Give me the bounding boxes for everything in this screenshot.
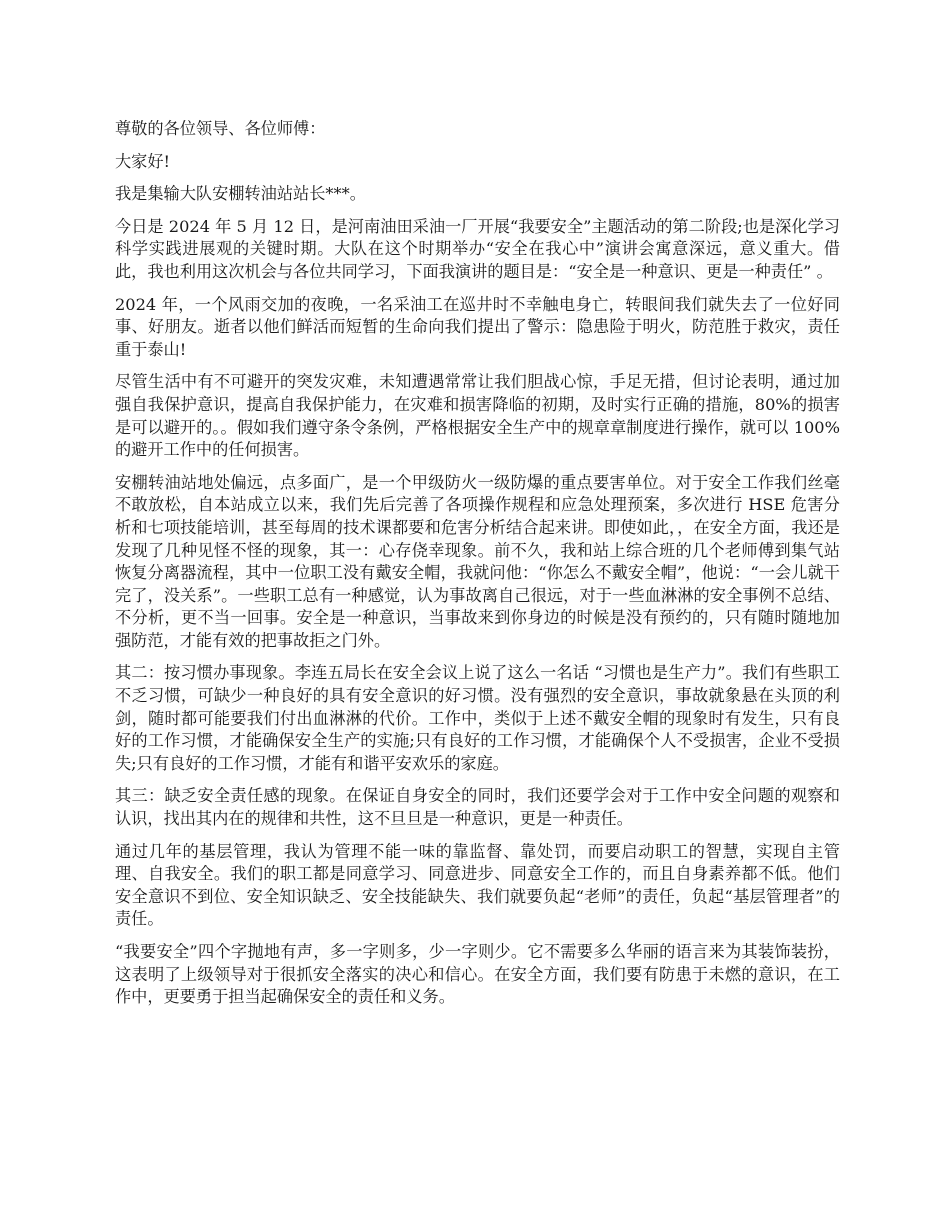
paragraph-prevention: 尽管生活中有不可避开的突发灾难，未知遭遇常常让我们胆战心惊，手足无措，但讨论表明，通过加强自我保护意识，提高自我保护能力，在灾难和损害降临的初期，及时实行正确的措施，80%的损害是可以避开的。。假如我们遵守条令条例，严格根据安全生产中的规章章制度进行操作，就可以 100%的避开工作中的任何损害。 [115,372,840,460]
self-introduction: 我是集输大队安棚转油站站长***。 [115,184,366,204]
paragraph-management: 通过几年的基层管理，我认为管理不能一味的靠监督、靠处罚，而要启动职工的智慧，实现自主管理、自我安全。我们的职工都是同意学习、同意进步、同意安全工作的，而且自身素养都不低。他们安全意识不到位、安全知识缺乏、安全技能缺失、我们就要负起“老师”的责任，负起“基层管理者”的责任。 [115,841,840,929]
paragraph-responsibility: 其三：缺乏安全责任感的现象。在保证自身安全的同时，我们还要学会对于工作中安全问题的观察和认识，找出其内在的规律和共性，这不旦旦是一种意识，更是一种责任。 [115,786,840,829]
paragraph-station: 安棚转油站地处偏远，点多面广，是一个甲级防火一级防爆的重点要害单位。对于安全工作我们丝毫不敢放松，自本站成立以来，我们先后完善了各项操作规程和应急处理预案，多次进行 HSE 危害分析和七项技能培训，甚至每周的技术课都要和危害分析结合起来讲。即使如此，，在安全方面，我还是发现了几种见怪不怪的现象，其一：心存侥幸现象。前不久，我和站上综合班的几个老师傅到集气站恢复分离器流程，其中一位职工没有戴安全帽，我就问他：“你怎么不戴安全帽”，他说：“一会儿就干完了，没关系”。一些职工总有一种感觉，认为事故离自己很远，对于一些血淋淋的安全事例不总结、不分析，更不当一回事。安全是一种意识，当事故来到你身边的时候是没有预约的，只有随时随地加强防范，才能有效的把事故拒之门外。 [115,472,840,650]
document-body [115,118,840,1019]
paragraph-closing: “我要安全”四个字抛地有声，多一字则多，少一字则少。它不需要多么华丽的语言来为其装饰装扮，这表明了上级领导对于很抓安全落实的决心和信心。在安全方面，我们要有防患于未燃的意识，在工作中，更要勇于担当起确保安全的责任和义务。 [115,942,840,1007]
paragraph-opening: 今日是 2024 年 5 月 12 日，是河南油田采油一厂开展“我要安全”主题活动的第二阶段;也是深化学习科学实践进展观的关键时期。大队在这个时期举办“安全在我心中”演讲会寓意深远，意义重大。借此，我也利用这次机会与各位共同学习，下面我演讲的题目是：“安全是一种意识、更是一种责任” 。 [115,216,840,281]
salutation: 尊敬的各位领导、各位师傅： [115,119,326,138]
greeting: 大家好! [115,151,171,171]
paragraph-incident: 2024 年，一个风雨交加的夜晚，一名采油工在巡井时不幸触电身亡，转眼间我们就失去了一位好同事、好朋友。逝者以他们鲜活而短暂的生命向我们提出了警示：隐患险于明火，防范胜于救灾，责任重于泰山! [115,294,840,359]
paragraph-habit: 其二：按习惯办事现象。李连五局长在安全会议上说了这么一名话 “习惯也是生产力”。我们有些职工不乏习惯，可缺少一种良好的具有安全意识的好习惯。没有强烈的安全意识，事故就象悬在头顶的利剑，随时都可能要我们付出血淋淋的代价。工作中，类似于上述不戴安全帽的现象时有发生，只有良好的工作习惯，才能确保安全生产的实施;只有良好的工作习惯，才能确保个人不受损害，企业不受损失;只有良好的工作习惯，才能有和谐平安欢乐的家庭。 [115,663,840,773]
